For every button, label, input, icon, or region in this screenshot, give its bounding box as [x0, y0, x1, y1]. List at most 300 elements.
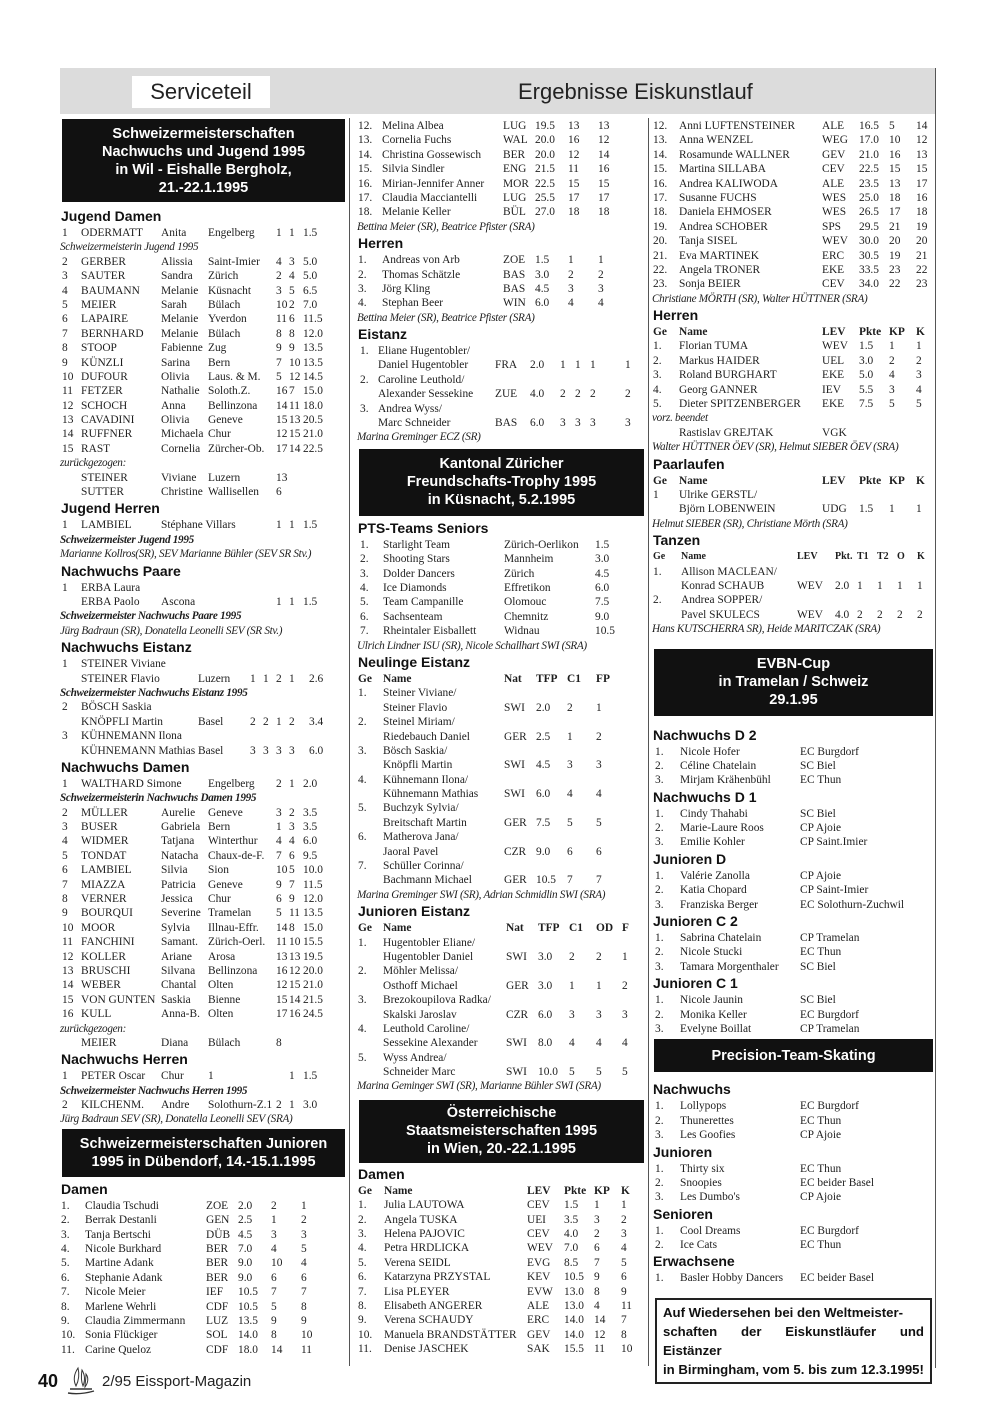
table-row — [652, 133, 935, 147]
table-cell: 20.0 — [535, 134, 555, 147]
table-row — [652, 205, 935, 219]
table-header-row — [652, 325, 935, 339]
table-cell: KÜHNEMANN Ilona — [81, 730, 182, 743]
table-cell: Hugentobler Daniel — [383, 950, 474, 963]
table-cell: BER — [206, 1271, 229, 1284]
table-cell: Steiner Flavio — [383, 701, 448, 714]
table-cell — [495, 402, 530, 416]
table-cell: Shooting Stars — [383, 553, 450, 566]
column-header: T1 — [857, 551, 869, 563]
table-cell: 9.5 — [303, 849, 318, 862]
table-cell: Olomouc — [504, 596, 547, 609]
table-cell: 2 — [289, 806, 295, 819]
table-cell: MIAZZA — [81, 878, 126, 891]
table-cell: Winterthur — [208, 835, 258, 848]
table-row — [357, 1022, 646, 1036]
results-table — [652, 807, 935, 850]
table-cell: Nicole Burkhard — [85, 1243, 162, 1256]
table-cell: 5 — [622, 1066, 628, 1079]
banner-line: Schweizermeisterschaften — [112, 125, 295, 142]
table-cell — [590, 402, 625, 416]
table-cell: 2. — [358, 965, 367, 978]
table-row — [357, 1065, 646, 1079]
table-cell: 5 — [889, 398, 895, 411]
table-cell — [62, 485, 81, 499]
table-cell — [835, 593, 857, 607]
table-row — [652, 565, 935, 579]
table-cell: 4. — [358, 297, 367, 310]
table-cell — [506, 993, 538, 1007]
table-cell — [569, 1051, 596, 1065]
table-row — [357, 387, 646, 401]
table-cell: 14 — [594, 1314, 606, 1327]
table-cell: 15 — [889, 163, 901, 176]
table-row — [357, 581, 646, 595]
table-cell — [309, 700, 347, 714]
table-cell: ERBA Laura — [81, 581, 141, 594]
table-row — [357, 282, 646, 296]
table-cell: Chantal — [161, 979, 197, 992]
table-cell: 7 — [62, 878, 68, 891]
table-cell: 1 — [598, 254, 604, 267]
table-row — [652, 502, 935, 516]
table-cell: 2 — [917, 608, 923, 621]
table-cell: Mirian-Jennifer Anner — [382, 177, 485, 190]
table-cell — [504, 773, 536, 787]
table-header-row — [357, 921, 646, 935]
table-cell: 5. — [358, 802, 367, 815]
results-table — [652, 1271, 935, 1285]
table-cell — [504, 830, 536, 844]
table-cell: 2 — [276, 1099, 282, 1112]
table-cell — [596, 715, 646, 729]
table-cell: WIN — [503, 297, 526, 310]
table-cell: 2. — [358, 268, 367, 281]
table-cell — [358, 950, 383, 964]
table-cell: 4 — [567, 788, 573, 801]
table-row — [652, 821, 935, 835]
column-header: Name — [681, 551, 706, 563]
table-cell: BAUMANN — [81, 284, 140, 297]
table-cell: Geneve — [208, 414, 243, 427]
table-cell: 5 — [596, 816, 602, 829]
table-cell: 5. — [358, 1256, 367, 1269]
banner-line: Staatsmeisterschaften 1995 — [405, 1123, 598, 1140]
table-cell — [567, 830, 596, 844]
table-cell — [538, 993, 569, 1007]
table-cell — [289, 581, 303, 595]
table-cell: 3. — [655, 1129, 664, 1142]
results-table — [357, 921, 646, 1094]
table-cell: 4 — [889, 369, 895, 382]
table-cell: Lollypops — [680, 1100, 727, 1113]
table-cell: 1. — [655, 1224, 664, 1237]
table-cell: Olten — [208, 979, 234, 992]
table-cell: Bellinzona — [208, 964, 258, 977]
table-cell: 3 — [622, 1008, 628, 1021]
table-cell: Diana — [161, 1036, 189, 1049]
table-cell: 10.0 — [538, 1066, 558, 1079]
table-cell: 9 — [594, 1271, 600, 1284]
table-cell: ZUE — [495, 388, 518, 401]
table-cell: SWI — [506, 1066, 527, 1079]
table-cell: Ice Diamonds — [383, 581, 447, 594]
table-cell — [560, 344, 575, 358]
table-cell: Nathalie — [161, 385, 200, 398]
judges-note: Marina Geminger SWI (SR), Marianne Bühler SWI (SRA) — [357, 1080, 601, 1093]
table-cell: SC Biel — [800, 807, 836, 820]
table-cell: Eva MARTINEK — [679, 249, 759, 262]
table-cell: 8 — [301, 1300, 307, 1313]
table-cell: 1. — [655, 869, 664, 882]
table-cell: 4.5 — [536, 759, 551, 772]
section-heading: Junioren C 1 — [653, 975, 738, 992]
table-cell: 8 — [621, 1328, 627, 1341]
column-header: K — [621, 1184, 630, 1197]
section-heading: Nachwuchs — [653, 1081, 731, 1098]
table-cell: IEF — [206, 1286, 224, 1299]
table-cell: 3 — [596, 1008, 602, 1021]
table-cell: 2. — [655, 822, 664, 835]
section-heading: Paarlaufen — [653, 455, 725, 472]
table-cell: Bachmann Michael — [383, 874, 472, 887]
table-cell: Rheintaler Eisballett — [383, 625, 477, 638]
table-cell: 12. — [358, 120, 373, 132]
table-row — [357, 162, 646, 176]
table-cell: 1. — [358, 687, 367, 700]
table-cell: 3.0 — [535, 268, 550, 281]
table-cell — [536, 686, 567, 700]
table-cell: CP Ajoie — [800, 1191, 842, 1204]
table-cell: 3.0 — [538, 950, 553, 963]
table-row — [60, 806, 347, 820]
table-cell: 3 — [590, 417, 596, 430]
table-cell: 17 — [276, 1008, 288, 1021]
table-cell: Severine — [161, 907, 201, 920]
table-cell — [303, 485, 347, 499]
table-cell: ERBA Paolo — [81, 595, 140, 608]
table-cell: EVG — [527, 1256, 551, 1269]
table-cell: ALE — [822, 177, 845, 190]
table-cell: 9.0 — [595, 610, 610, 623]
table-cell: KÜHNEMANN Mathias — [81, 744, 196, 757]
table-row — [357, 1036, 646, 1050]
table-row — [652, 931, 935, 945]
table-cell: 2 — [276, 672, 282, 685]
table-row — [60, 226, 347, 240]
table-cell: 7. — [360, 625, 369, 638]
table-cell: 4.0 — [564, 1228, 579, 1241]
table-cell: Florian TUMA — [679, 340, 749, 353]
table-cell: Basler Hobby Dancers — [680, 1272, 784, 1285]
table-cell: 4 — [62, 835, 68, 848]
table-cell: Effretikon — [504, 581, 551, 594]
table-cell: Michaela — [161, 428, 204, 441]
table-cell — [622, 1051, 646, 1065]
table-cell: 16 — [916, 191, 928, 204]
table-cell: IEV — [822, 383, 841, 396]
table-cell: CP Ajoie — [800, 869, 842, 882]
judges-note: Schweizermeister Nachwuchs Herren 1995 — [60, 1084, 248, 1097]
table-cell: 11. — [358, 1343, 372, 1356]
table-cell: Franziska Berger — [680, 898, 758, 911]
results-table — [357, 1184, 646, 1357]
column-header: Ge — [358, 922, 372, 935]
table-cell: 3. — [360, 402, 369, 415]
table-cell: 3 — [263, 744, 269, 757]
table-cell: EC beider Basel — [800, 1272, 875, 1285]
event-banner — [62, 119, 345, 202]
results-table — [652, 931, 935, 974]
table-cell: 1.5 — [859, 340, 874, 353]
table-cell: 16 — [62, 1008, 74, 1021]
column-header: T2 — [877, 551, 889, 563]
banner-line: EVBN-Cup — [756, 656, 831, 672]
table-cell — [198, 729, 250, 743]
table-cell: 3 — [575, 417, 581, 430]
table-cell — [289, 657, 309, 671]
table-cell: WIDMER — [81, 835, 129, 848]
table-cell: 3 — [621, 1228, 627, 1241]
table-cell: 5. — [358, 1051, 367, 1064]
table-cell: Marc Schneider — [378, 417, 451, 430]
table-cell — [208, 581, 276, 595]
table-cell: Ascona — [161, 595, 196, 608]
table-cell: 3 — [289, 821, 295, 834]
table-cell: Viviane — [161, 471, 197, 484]
results-table — [652, 474, 935, 532]
table-cell: Chur — [161, 1070, 184, 1083]
table-row — [652, 835, 935, 849]
table-row — [357, 610, 646, 624]
table-cell: 2 — [569, 950, 575, 963]
table-cell — [62, 595, 81, 609]
table-cell: WEG — [822, 134, 848, 147]
column-header: Ge — [653, 326, 667, 339]
table-cell: BAS — [503, 282, 526, 295]
table-cell: 18. — [653, 206, 668, 219]
judges-note: Christiane MÖRTH (SR), Walter HÜTTNER (SRA) — [652, 292, 868, 305]
table-row — [60, 921, 347, 935]
table-cell: KNÖPFLI Martin — [81, 715, 163, 728]
table-cell: 1 — [877, 579, 883, 592]
table-cell: 2 — [62, 701, 68, 714]
table-cell: 7 — [301, 1286, 307, 1299]
table-cell: 4.0 — [530, 388, 545, 401]
table-cell — [653, 579, 681, 593]
table-cell: 13.5 — [303, 356, 323, 369]
results-table — [60, 581, 347, 639]
table-cell: Brezokoupilova Radka/ — [383, 994, 491, 1007]
table-cell: 12 — [276, 979, 288, 992]
table-cell: 11 — [62, 385, 73, 398]
table-cell: 15.5 — [303, 936, 323, 949]
column-header: K — [917, 551, 925, 563]
column-header: O — [897, 551, 905, 563]
table-cell — [622, 993, 646, 1007]
table-cell: LAMBIEL — [81, 519, 132, 532]
table-cell: 13 — [889, 177, 901, 190]
table-cell: ALE — [527, 1300, 550, 1312]
table-row — [652, 773, 935, 787]
table-row — [652, 1114, 935, 1128]
table-cell: Claudia Macciantelli — [382, 191, 478, 204]
table-cell: 2 — [289, 715, 295, 728]
table-cell: 6 — [62, 313, 68, 326]
table-row — [357, 744, 646, 758]
table-row — [60, 384, 347, 398]
column-header: LEV — [822, 474, 846, 487]
column-header: KP — [889, 326, 905, 339]
table-cell: 11 — [594, 1343, 605, 1356]
table-cell: 21.0 — [859, 148, 879, 161]
event-banner — [62, 1129, 345, 1177]
table-cell: 10 — [289, 936, 301, 949]
table-cell: 26.5 — [859, 206, 879, 219]
section-heading: Junioren C 2 — [653, 913, 738, 930]
table-cell: 2 — [877, 608, 883, 621]
results-table — [652, 119, 935, 306]
table-cell: CEV — [822, 163, 845, 176]
table-cell: 5 — [62, 849, 68, 862]
table-cell — [208, 595, 276, 609]
table-cell: CAVADINI — [81, 414, 135, 427]
table-cell: 4 — [289, 270, 295, 283]
table-cell — [504, 801, 536, 815]
table-cell — [797, 565, 835, 579]
table-cell: 6.0 — [303, 835, 318, 848]
table-cell: 8 — [62, 342, 68, 355]
column-header: LEV — [797, 551, 818, 563]
table-cell: 4. — [358, 773, 367, 786]
column-header: Name — [679, 326, 708, 339]
table-cell: Basel — [198, 715, 224, 728]
table-cell: SPS — [822, 220, 842, 233]
table-cell — [835, 565, 857, 579]
results-table — [60, 518, 347, 561]
table-cell: 22 — [916, 263, 928, 276]
table-cell: 3. — [358, 282, 367, 295]
table-cell: 18 — [568, 206, 580, 219]
table-row — [357, 344, 646, 358]
table-row — [60, 485, 347, 499]
table-cell: 3 — [276, 744, 282, 757]
table-cell: 4. — [653, 383, 662, 396]
table-cell: Team Campanille — [383, 596, 464, 609]
table-cell: 4 — [271, 1243, 277, 1256]
table-cell — [567, 801, 596, 815]
table-cell: 10.0 — [303, 864, 323, 877]
table-cell: 6 — [621, 1271, 627, 1284]
table-cell: Gabriela — [161, 821, 201, 834]
table-cell: 2 — [575, 388, 581, 401]
table-cell: 1 — [289, 1099, 295, 1112]
table-cell: Olivia — [161, 414, 190, 427]
table-cell: Sandra — [161, 270, 193, 283]
table-cell — [859, 488, 889, 502]
table-cell: Patricia — [161, 878, 196, 891]
table-cell: 3.4 — [309, 715, 324, 728]
table-cell: 5 — [276, 370, 282, 383]
table-cell — [303, 581, 347, 595]
table-cell: Jessica — [161, 893, 193, 906]
table-cell: WEBER — [81, 979, 121, 992]
table-cell: SWI — [504, 759, 525, 772]
table-cell: 16 — [889, 148, 901, 161]
table-cell: 15.5 — [564, 1343, 584, 1356]
table-cell: Emilie Kohler — [680, 836, 745, 849]
table-cell — [263, 700, 276, 714]
table-cell: 14. — [653, 148, 668, 161]
table-cell: 4 — [276, 835, 282, 848]
table-cell: 23. — [653, 278, 668, 291]
table-cell: Melanie — [161, 313, 199, 326]
judges-note: zurückgezogen: — [60, 1022, 127, 1035]
table-cell: Anni LUFTENSTEINER — [679, 120, 796, 132]
column-header: KP — [889, 474, 905, 487]
table-cell: Melanie Keller — [382, 206, 451, 219]
table-cell: Cindy Thahabi — [680, 807, 748, 820]
table-cell: 15. — [358, 163, 373, 176]
table-cell: 2 — [568, 268, 574, 281]
table-cell: 1.5 — [595, 538, 610, 551]
table-cell: 17 — [889, 206, 901, 219]
table-cell: 1 — [62, 227, 68, 239]
table-cell: 14 — [62, 979, 74, 992]
table-row — [652, 608, 935, 622]
announcement-box — [655, 1298, 932, 1384]
table-cell: 5 — [276, 907, 282, 920]
table-cell: Les Dumbo's — [680, 1191, 740, 1204]
table-row — [60, 1256, 347, 1270]
table-cell: 3.0 — [538, 979, 553, 992]
table-cell: 2.0 — [530, 359, 545, 372]
table-cell: CEV — [527, 1199, 550, 1212]
table-cell: Chur — [208, 428, 231, 441]
table-cell: 12 — [916, 134, 928, 147]
table-cell: Silvana — [161, 964, 196, 977]
page-title: Ergebnisse Eiskunstlauf — [518, 79, 753, 104]
banner-line: Nachwuchs und Jugend 1995 — [101, 143, 306, 160]
table-row — [652, 277, 935, 291]
table-cell: 6.0 — [530, 417, 545, 430]
table-cell: 9.0 — [238, 1257, 253, 1270]
table-row — [652, 119, 935, 133]
table-cell: 1. — [655, 932, 664, 945]
table-cell: 1 — [250, 672, 256, 685]
table-cell: 9 — [289, 893, 295, 906]
table-row — [60, 715, 347, 729]
table-cell: Jaoral Pavel — [383, 845, 439, 858]
table-row — [60, 595, 347, 609]
table-cell: Laus. & M. — [208, 370, 261, 383]
table-cell — [538, 1022, 569, 1036]
table-cell: 4. — [360, 581, 369, 594]
table-cell: Christina Gossewisch — [382, 148, 482, 161]
table-cell: GER — [504, 874, 527, 887]
table-cell: 20.0 — [303, 964, 323, 977]
section-heading: Damen — [358, 1165, 405, 1182]
table-cell: Kühnemann Mathias — [383, 788, 479, 801]
table-cell: 14 — [276, 921, 288, 934]
table-cell: 30.5 — [859, 249, 879, 262]
table-cell: 22 — [889, 278, 901, 291]
table-cell: CP Tramelan — [800, 932, 860, 945]
banner-line: Österreichische — [446, 1105, 557, 1122]
table-cell: 6. — [358, 831, 367, 844]
banner-line: 21.-22.1.1995 — [158, 179, 249, 196]
table-row — [652, 1008, 935, 1022]
